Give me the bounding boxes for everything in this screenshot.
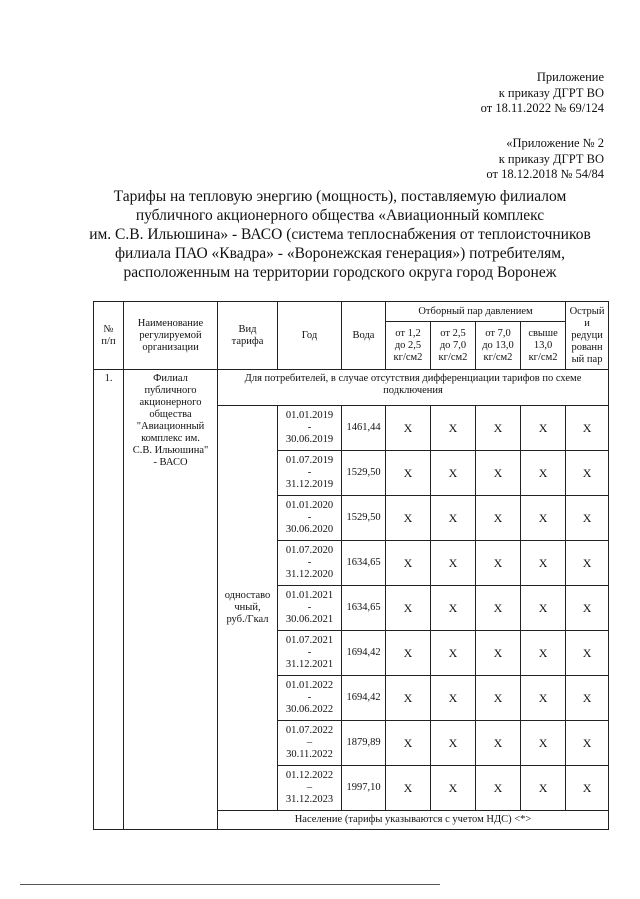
tariff-kind: [218, 406, 278, 811]
organization-name-line: общества: [149, 409, 192, 420]
tariff-table: [93, 301, 609, 830]
not-applicable-mark: X: [566, 406, 609, 451]
not-applicable-mark: X: [566, 586, 609, 631]
header-water: Вода: [342, 302, 386, 370]
header-text-line: кг/см2: [528, 351, 558, 363]
not-applicable-mark: X: [431, 676, 476, 721]
not-applicable-mark: X: [566, 451, 609, 496]
period-line: 31.12.2020: [285, 569, 334, 580]
tariff-kind-line: чный,: [234, 602, 261, 613]
period-line: 31.12.2021: [285, 659, 334, 670]
period-line: 01.07.2021: [285, 635, 334, 646]
header-line: к приказу ДГРТ ВО: [498, 151, 604, 166]
not-applicable-mark: X: [476, 721, 521, 766]
header-year: Год: [278, 302, 342, 370]
header-line: от 18.12.2018 № 54/84: [486, 167, 604, 181]
section-label: [218, 370, 609, 406]
organization-name-line: - ВАСО: [153, 457, 188, 468]
period-line: 01.07.2022: [285, 725, 334, 736]
not-applicable-mark: X: [566, 496, 609, 541]
header-steam-pressure-1: [386, 322, 431, 370]
not-applicable-mark: X: [431, 496, 476, 541]
header-hot-steam: [566, 302, 609, 370]
not-applicable-mark: X: [566, 541, 609, 586]
period-line: 01.07.2020: [285, 545, 334, 556]
header-text-line: кг/см2: [483, 351, 513, 363]
header-text-line: рованн: [571, 341, 603, 353]
not-applicable-mark: X: [386, 541, 431, 586]
header-number: [94, 302, 124, 370]
header-line: Приложение: [536, 70, 604, 84]
header-text-line: до 13,0: [482, 339, 514, 351]
header-text-line: и: [584, 317, 590, 329]
not-applicable-mark: X: [431, 721, 476, 766]
not-applicable-mark: X: [476, 496, 521, 541]
period-line: -: [307, 647, 312, 658]
not-applicable-mark: X: [566, 721, 609, 766]
period-line: -: [307, 557, 312, 568]
not-applicable-mark: X: [521, 496, 566, 541]
header-steam-pressure-3: [476, 322, 521, 370]
not-applicable-mark: X: [521, 541, 566, 586]
not-applicable-mark: X: [431, 766, 476, 811]
period-line: 01.01.2019: [285, 410, 334, 421]
not-applicable-mark: X: [566, 631, 609, 676]
period-line: -: [307, 467, 312, 478]
header-text-line: кг/см2: [393, 351, 423, 363]
period-line: 01.07.2019: [285, 455, 334, 466]
not-applicable-mark: X: [476, 406, 521, 451]
header-tariff-kind: [218, 302, 278, 370]
period-cell: [278, 766, 342, 811]
not-applicable-mark: X: [386, 406, 431, 451]
period-cell: [278, 451, 342, 496]
period-line: 30.06.2019: [285, 434, 334, 445]
header-steam-pressure-4: [521, 322, 566, 370]
section-label-line: Для потребителей, в случае отсутствия дифференциации тарифов по схеме: [244, 373, 582, 384]
tariff-kind-line: одноставо: [224, 590, 271, 601]
water-tariff: 1634,65: [342, 586, 386, 631]
not-applicable-mark: X: [386, 631, 431, 676]
period-cell: [278, 586, 342, 631]
header-text-line: до 2,5: [394, 339, 422, 351]
header-text-line: от 1,2: [395, 327, 421, 339]
organization-name-line: С.В. Ильюшина": [132, 445, 209, 456]
not-applicable-mark: X: [521, 631, 566, 676]
organization-name-line: акционерного: [139, 397, 202, 408]
period-line: 30.11.2022: [286, 749, 333, 760]
section-label: Население (тарифы указываются с учетом НДС) <*>: [218, 811, 609, 830]
water-tariff: 1529,50: [342, 451, 386, 496]
header-text-line: регулируемой: [139, 329, 202, 341]
appendix-header: [481, 70, 604, 117]
period-line: 01.12.2022: [285, 770, 334, 781]
row-number: 1.: [94, 370, 124, 830]
period-cell: [278, 631, 342, 676]
header-text-line: ый пар: [571, 353, 603, 365]
period-line: -: [307, 602, 312, 613]
header-text-line: от 2,5: [440, 327, 466, 339]
header-line: к приказу ДГРТ ВО: [498, 85, 604, 100]
not-applicable-mark: X: [521, 676, 566, 721]
header-text-line: №: [103, 323, 114, 335]
not-applicable-mark: X: [476, 766, 521, 811]
water-tariff: 1529,50: [342, 496, 386, 541]
not-applicable-mark: X: [476, 676, 521, 721]
water-tariff: 1634,65: [342, 541, 386, 586]
period-line: 31.12.2023: [285, 794, 334, 805]
organization-name-line: публичного: [144, 385, 197, 396]
not-applicable-mark: X: [386, 586, 431, 631]
period-cell: [278, 676, 342, 721]
header-text-line: до 7,0: [439, 339, 467, 351]
not-applicable-mark: X: [521, 451, 566, 496]
organization-name: [124, 370, 218, 830]
appendix-reference: [486, 136, 604, 183]
water-tariff: 1879,89: [342, 721, 386, 766]
not-applicable-mark: X: [386, 766, 431, 811]
tariff-kind-line: руб./Гкал: [226, 614, 269, 625]
not-applicable-mark: X: [521, 721, 566, 766]
not-applicable-mark: X: [521, 406, 566, 451]
period-line: –: [306, 737, 313, 748]
header-text-line: п/п: [101, 335, 116, 347]
water-tariff: 1694,42: [342, 676, 386, 721]
header-text-line: Вид: [238, 323, 257, 335]
organization-name-line: "Авиационный: [136, 421, 205, 432]
header-text-line: тарифа: [231, 335, 264, 347]
header-text-line: кг/см2: [438, 351, 468, 363]
not-applicable-mark: X: [431, 451, 476, 496]
header-text-line: редуци: [571, 329, 603, 341]
organization-name-line: комплекс им.: [141, 433, 200, 444]
not-applicable-mark: X: [521, 586, 566, 631]
header-text-line: организации: [142, 341, 199, 353]
period-cell: [278, 496, 342, 541]
title-line: филиала ПАО «Квадра» - «Воронежская генерация») потребителям,: [115, 245, 565, 262]
header-steam-group: Отборный пар давлением: [386, 302, 566, 322]
section-label-line: подключения: [383, 385, 443, 396]
not-applicable-mark: X: [386, 721, 431, 766]
organization-name-line: Филиал: [153, 373, 188, 384]
not-applicable-mark: X: [476, 586, 521, 631]
header-organization: [124, 302, 218, 370]
period-line: 31.12.2019: [285, 479, 334, 490]
water-tariff: 1997,10: [342, 766, 386, 811]
period-line: -: [307, 422, 312, 433]
not-applicable-mark: X: [431, 586, 476, 631]
title-line: Тарифы на тепловую энергию (мощность), поставляемую филиалом: [113, 188, 567, 205]
not-applicable-mark: X: [386, 451, 431, 496]
period-line: –: [306, 782, 313, 793]
not-applicable-mark: X: [431, 406, 476, 451]
period-line: -: [307, 512, 312, 523]
header-line: от 18.11.2022 № 69/124: [480, 101, 604, 115]
title-line: расположенным на территории городского округа город Воронеж: [123, 264, 557, 281]
water-tariff: 1694,42: [342, 631, 386, 676]
header-text-line: Наименование: [137, 317, 204, 329]
not-applicable-mark: X: [566, 676, 609, 721]
water-tariff: 1461,44: [342, 406, 386, 451]
header-steam-pressure-2: [431, 322, 476, 370]
period-cell: [278, 406, 342, 451]
header-text-line: от 7,0: [485, 327, 511, 339]
header-text-line: Острый: [569, 305, 605, 317]
period-line: 30.06.2022: [285, 704, 334, 715]
period-line: 30.06.2021: [285, 614, 334, 625]
not-applicable-mark: X: [566, 766, 609, 811]
title-line: публичного акционерного общества «Авиационный комплекс: [135, 207, 545, 224]
period-line: 30.06.2020: [285, 524, 334, 535]
not-applicable-mark: X: [476, 631, 521, 676]
period-cell: [278, 541, 342, 586]
not-applicable-mark: X: [431, 541, 476, 586]
period-line: 01.01.2021: [285, 590, 334, 601]
header-text-line: свыше: [528, 327, 558, 339]
period-line: -: [307, 692, 312, 703]
title-line: им. С.В. Ильюшина» - ВАСО (система теплоснабжения от теплоисточников: [89, 226, 591, 243]
document-title: [70, 187, 610, 282]
header-line: «Приложение № 2: [506, 136, 604, 150]
period-line: 01.01.2020: [285, 500, 334, 511]
section-row: [94, 370, 609, 406]
not-applicable-mark: X: [521, 766, 566, 811]
period-line: 01.01.2022: [285, 680, 334, 691]
not-applicable-mark: X: [431, 631, 476, 676]
not-applicable-mark: X: [386, 496, 431, 541]
period-cell: [278, 721, 342, 766]
header-text-line: 13,0: [533, 339, 553, 351]
not-applicable-mark: X: [386, 676, 431, 721]
footnote-divider: [20, 884, 440, 885]
not-applicable-mark: X: [476, 541, 521, 586]
not-applicable-mark: X: [476, 451, 521, 496]
